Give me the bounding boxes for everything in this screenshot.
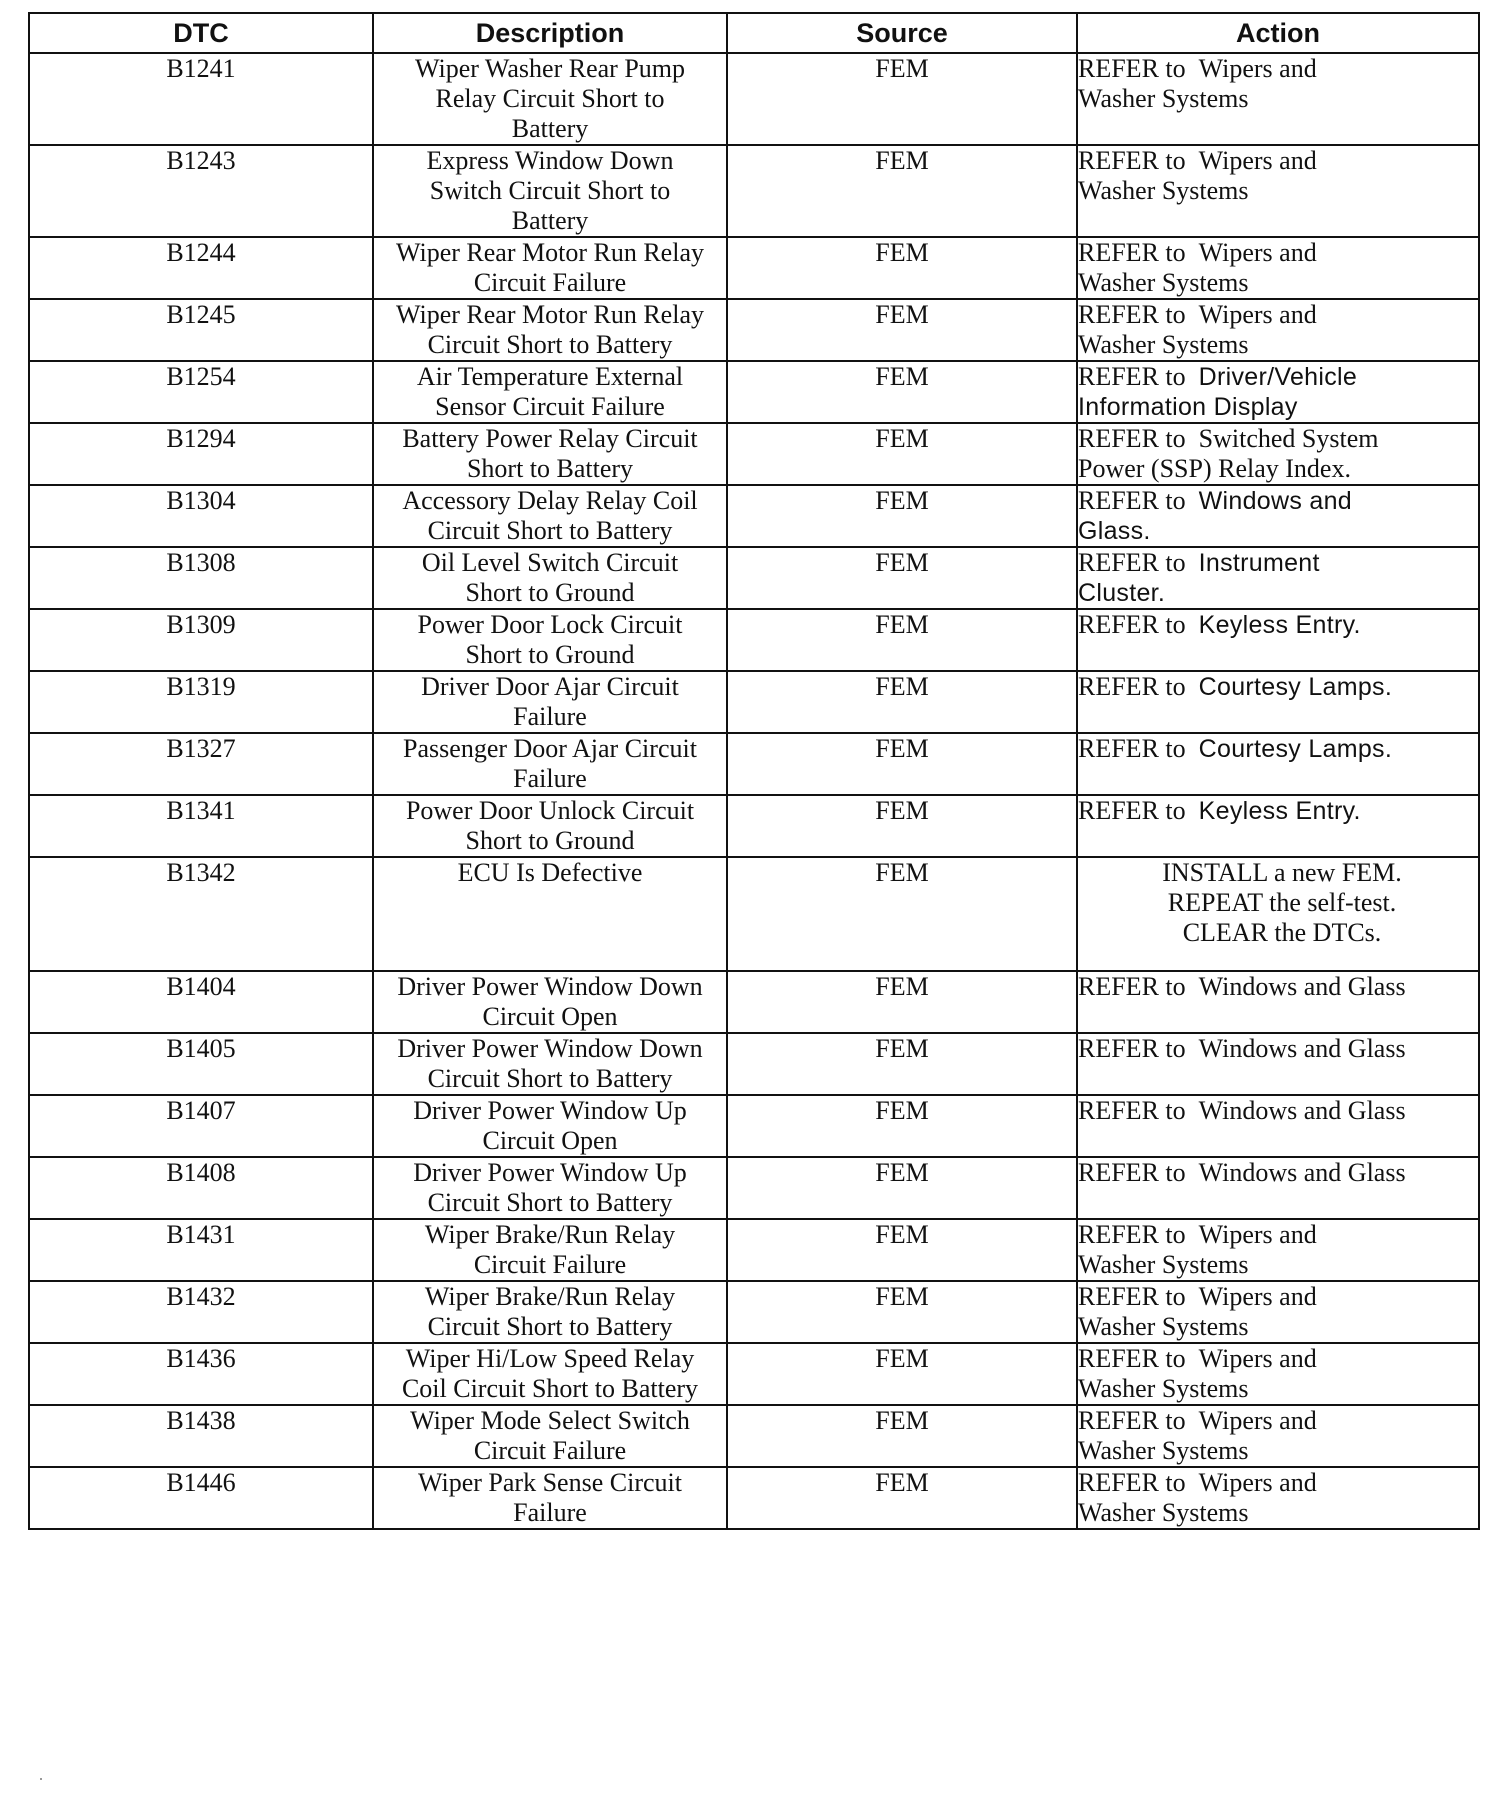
description-cell-text: Passenger Door Ajar Circuit Failure — [403, 734, 697, 793]
description-cell — [373, 145, 727, 237]
dtc-code-cell — [29, 1281, 373, 1343]
description-cell-text: Accessory Delay Relay Coil Circuit Short to Battery — [402, 486, 698, 545]
dtc-code-cell — [29, 795, 373, 857]
source-cell — [727, 609, 1077, 671]
description-cell-text: Wiper Rear Motor Run Relay Circuit Failure — [396, 238, 704, 297]
dtc-code-cell-text: B1407 — [166, 1096, 236, 1125]
description-cell — [373, 671, 727, 733]
description-cell — [373, 1343, 727, 1405]
action-cell — [1077, 1033, 1479, 1095]
description-cell — [373, 1405, 727, 1467]
dtc-code-cell — [29, 671, 373, 733]
dtc-code-cell — [29, 145, 373, 237]
action-text: Wipers and Washer Systems — [1078, 1282, 1317, 1341]
action-cell — [1077, 795, 1479, 857]
source-cell-text: FEM — [875, 1468, 929, 1497]
table-row — [29, 485, 1479, 547]
description-cell — [373, 1033, 727, 1095]
description-cell-text: Air Temperature External Sensor Circuit Failure — [416, 362, 684, 421]
dtc-code-cell-text: B1294 — [166, 424, 236, 453]
description-cell — [373, 857, 727, 971]
source-cell-text: FEM — [875, 362, 929, 391]
action-text: Windows and Glass — [1198, 972, 1406, 1001]
action-verb: REFER to — [1078, 1344, 1186, 1373]
dtc-code-cell-text: B1432 — [166, 1282, 236, 1311]
action-cell — [1077, 1467, 1479, 1529]
dtc-code-cell-text: B1436 — [166, 1344, 236, 1373]
dtc-code-cell — [29, 237, 373, 299]
description-cell — [373, 361, 727, 423]
table-row — [29, 1467, 1479, 1529]
action-cell — [1077, 1219, 1479, 1281]
dtc-code-cell — [29, 299, 373, 361]
dtc-code-cell — [29, 1219, 373, 1281]
source-cell-text: FEM — [875, 972, 929, 1001]
description-cell — [373, 1157, 727, 1219]
dtc-code-cell — [29, 423, 373, 485]
table-row — [29, 1405, 1479, 1467]
source-cell-text: FEM — [875, 300, 929, 329]
action-cell — [1077, 53, 1479, 145]
action-text: Wipers and Washer Systems — [1078, 238, 1317, 297]
table-row — [29, 795, 1479, 857]
source-cell-text: FEM — [875, 1282, 929, 1311]
description-cell — [373, 485, 727, 547]
action-text: Wipers and Washer Systems — [1078, 1406, 1317, 1465]
description-cell — [373, 1219, 727, 1281]
source-cell-text: FEM — [875, 672, 929, 701]
dtc-code-cell-text: B1438 — [166, 1406, 236, 1435]
description-cell-text: Express Window Down Switch Circuit Short to Battery — [426, 146, 674, 235]
source-cell — [727, 237, 1077, 299]
source-cell-text: FEM — [875, 858, 929, 887]
table-row — [29, 1281, 1479, 1343]
dtc-code-cell — [29, 1405, 373, 1467]
action-verb: REFER to — [1078, 972, 1186, 1001]
table-row — [29, 1157, 1479, 1219]
source-cell — [727, 485, 1077, 547]
action-text: Instrument Cluster. — [1078, 549, 1320, 607]
source-cell-text: FEM — [875, 796, 929, 825]
source-cell — [727, 1343, 1077, 1405]
description-cell — [373, 299, 727, 361]
action-verb: REFER to — [1078, 238, 1186, 267]
dtc-code-cell — [29, 609, 373, 671]
action-text: Wipers and Washer Systems — [1078, 1468, 1317, 1527]
source-cell — [727, 53, 1077, 145]
table-header-row — [29, 13, 1479, 53]
description-cell-text: Wiper Mode Select Switch Circuit Failure — [410, 1406, 690, 1465]
description-cell-text: Driver Door Ajar Circuit Failure — [421, 672, 679, 731]
action-verb: REFER to — [1078, 1158, 1186, 1187]
source-cell — [727, 733, 1077, 795]
dtc-code-cell — [29, 1343, 373, 1405]
table-row — [29, 237, 1479, 299]
source-cell — [727, 1219, 1077, 1281]
dtc-code-cell — [29, 1157, 373, 1219]
dtc-code-cell-text: B1319 — [166, 672, 236, 701]
dtc-code-cell-text: B1308 — [166, 548, 236, 577]
dtc-code-cell — [29, 1467, 373, 1529]
description-cell-text: Oil Level Switch Circuit Short to Ground — [421, 548, 679, 607]
action-cell — [1077, 1281, 1479, 1343]
description-cell — [373, 547, 727, 609]
description-cell-text: Driver Power Window Down Circuit Open — [397, 972, 703, 1031]
source-cell-text: FEM — [875, 54, 929, 83]
dtc-code-cell — [29, 733, 373, 795]
source-cell-text: FEM — [875, 1344, 929, 1373]
description-cell — [373, 1467, 727, 1529]
table-row — [29, 1343, 1479, 1405]
dtc-code-cell-text: B1327 — [166, 734, 236, 763]
description-cell — [373, 795, 727, 857]
action-text: Windows and Glass. — [1078, 487, 1353, 545]
action-cell — [1077, 971, 1479, 1033]
action-text: Wipers and Washer Systems — [1078, 54, 1317, 113]
dtc-code-cell-text: B1244 — [166, 238, 236, 267]
dtc-code-cell-text: B1404 — [166, 972, 236, 1001]
source-cell — [727, 1281, 1077, 1343]
description-cell — [373, 733, 727, 795]
action-cell — [1077, 237, 1479, 299]
description-cell-text: Battery Power Relay Circuit Short to Battery — [402, 424, 698, 483]
action-text: Windows and Glass — [1198, 1096, 1406, 1125]
description-cell-text: Wiper Washer Rear Pump Relay Circuit Short to Battery — [414, 54, 686, 143]
source-cell — [727, 145, 1077, 237]
dtc-code-cell-text: B1341 — [166, 796, 236, 825]
description-cell-text: ECU Is Defective — [457, 858, 643, 887]
source-cell-text: FEM — [875, 1158, 929, 1187]
table-row — [29, 547, 1479, 609]
action-verb: REFER to — [1078, 300, 1186, 329]
description-cell-text: Driver Power Window Up Circuit Short to Battery — [413, 1158, 687, 1217]
source-cell-text: FEM — [875, 734, 929, 763]
header-action: Action — [1077, 13, 1479, 53]
action-cell — [1077, 299, 1479, 361]
source-cell — [727, 671, 1077, 733]
table-row — [29, 733, 1479, 795]
description-cell-text: Wiper Brake/Run Relay Circuit Failure — [424, 1220, 676, 1279]
description-cell — [373, 1095, 727, 1157]
description-cell — [373, 423, 727, 485]
action-cell — [1077, 1343, 1479, 1405]
action-verb: REFER to — [1078, 672, 1186, 701]
dtc-code-cell-text: B1309 — [166, 610, 236, 639]
description-cell-text: Wiper Park Sense Circuit Failure — [418, 1468, 682, 1527]
dtc-code-cell-text: B1431 — [166, 1220, 236, 1249]
action-verb: REFER to — [1078, 610, 1186, 639]
description-cell — [373, 971, 727, 1033]
action-text: Wipers and Washer Systems — [1078, 1344, 1317, 1403]
description-cell-text: Driver Power Window Down Circuit Short to Battery — [397, 1034, 703, 1093]
action-cell — [1077, 857, 1479, 971]
action-verb: REFER to — [1078, 1282, 1186, 1311]
action-cell — [1077, 609, 1479, 671]
action-verb: REFER to — [1078, 146, 1186, 175]
action-text: Wipers and Washer Systems — [1078, 1220, 1317, 1279]
action-cell — [1077, 671, 1479, 733]
dtc-code-cell-text: B1304 — [166, 486, 236, 515]
dtc-code-cell-text: B1245 — [166, 300, 236, 329]
source-cell — [727, 1467, 1077, 1529]
dtc-code-cell — [29, 485, 373, 547]
dtc-code-cell-text: B1408 — [166, 1158, 236, 1187]
action-verb: REFER to — [1078, 1468, 1186, 1497]
dtc-table — [28, 12, 1480, 1530]
action-verb: REFER to — [1078, 1220, 1186, 1249]
source-cell — [727, 1033, 1077, 1095]
action-cell — [1077, 361, 1479, 423]
action-text: INSTALL a new FEM. REPEAT the self-test. CLEAR the DTCs. — [1162, 858, 1402, 947]
action-verb: REFER to — [1078, 486, 1186, 515]
table-row — [29, 299, 1479, 361]
action-cell — [1077, 547, 1479, 609]
dtc-code-cell-text: B1243 — [166, 146, 236, 175]
description-cell — [373, 53, 727, 145]
action-verb: REFER to — [1078, 362, 1186, 391]
dtc-code-cell — [29, 1033, 373, 1095]
source-cell-text: FEM — [875, 146, 929, 175]
source-cell — [727, 423, 1077, 485]
description-cell — [373, 609, 727, 671]
description-cell — [373, 1281, 727, 1343]
source-cell-text: FEM — [875, 238, 929, 267]
dtc-code-cell-text: B1405 — [166, 1034, 236, 1063]
action-cell — [1077, 1157, 1479, 1219]
source-cell-text: FEM — [875, 1096, 929, 1125]
table-row — [29, 145, 1479, 237]
source-cell — [727, 857, 1077, 971]
action-verb: REFER to — [1078, 424, 1186, 453]
table-row — [29, 609, 1479, 671]
header-source: Source — [727, 13, 1077, 53]
action-verb: REFER to — [1078, 796, 1186, 825]
source-cell — [727, 1405, 1077, 1467]
action-text: Wipers and Washer Systems — [1078, 300, 1317, 359]
table-row — [29, 361, 1479, 423]
table-row — [29, 671, 1479, 733]
description-cell-text: Wiper Rear Motor Run Relay Circuit Short to Battery — [396, 300, 704, 359]
action-cell — [1077, 1405, 1479, 1467]
action-cell — [1077, 145, 1479, 237]
header-description: Description — [373, 13, 727, 53]
description-cell-text: Driver Power Window Up Circuit Open — [413, 1096, 687, 1155]
action-text: Keyless Entry. — [1198, 611, 1361, 639]
action-text: Courtesy Lamps. — [1198, 673, 1393, 701]
action-cell — [1077, 1095, 1479, 1157]
dtc-code-cell — [29, 361, 373, 423]
description-cell-text: Wiper Hi/Low Speed Relay Coil Circuit Short to Battery — [401, 1344, 699, 1403]
dtc-code-cell — [29, 1095, 373, 1157]
table-row — [29, 971, 1479, 1033]
source-cell — [727, 971, 1077, 1033]
action-text: Switched System Power (SSP) Relay Index. — [1078, 424, 1379, 483]
action-cell — [1077, 733, 1479, 795]
scan-speck — [40, 1778, 42, 1780]
action-verb: REFER to — [1078, 1034, 1186, 1063]
action-text: Wipers and Washer Systems — [1078, 146, 1317, 205]
dtc-code-cell-text: B1446 — [166, 1468, 236, 1497]
action-verb: REFER to — [1078, 1406, 1186, 1435]
action-text: Windows and Glass — [1198, 1034, 1406, 1063]
action-verb: REFER to — [1078, 548, 1186, 577]
action-cell — [1077, 423, 1479, 485]
action-verb: REFER to — [1078, 1096, 1186, 1125]
source-cell — [727, 547, 1077, 609]
action-text: Windows and Glass — [1198, 1158, 1406, 1187]
source-cell-text: FEM — [875, 548, 929, 577]
dtc-code-cell — [29, 971, 373, 1033]
action-text: Courtesy Lamps. — [1198, 735, 1393, 763]
action-text: Keyless Entry. — [1198, 797, 1361, 825]
action-text: Driver/Vehicle Information Display — [1078, 363, 1358, 421]
source-cell-text: FEM — [875, 1034, 929, 1063]
table-row — [29, 857, 1479, 971]
dtc-code-cell — [29, 857, 373, 971]
dtc-code-cell-text: B1254 — [166, 362, 236, 391]
table-row — [29, 1033, 1479, 1095]
dtc-code-cell-text: B1342 — [166, 858, 236, 887]
source-cell-text: FEM — [875, 1220, 929, 1249]
source-cell — [727, 1157, 1077, 1219]
source-cell-text: FEM — [875, 486, 929, 515]
header-dtc: DTC — [29, 13, 373, 53]
dtc-code-cell-text: B1241 — [166, 54, 236, 83]
action-verb: REFER to — [1078, 54, 1186, 83]
source-cell — [727, 361, 1077, 423]
table-row — [29, 1219, 1479, 1281]
source-cell-text: FEM — [875, 424, 929, 453]
table-row — [29, 1095, 1479, 1157]
table-row — [29, 53, 1479, 145]
source-cell — [727, 1095, 1077, 1157]
action-verb: REFER to — [1078, 734, 1186, 763]
description-cell-text: Power Door Lock Circuit Short to Ground — [417, 610, 683, 669]
dtc-code-cell — [29, 547, 373, 609]
table-row — [29, 423, 1479, 485]
source-cell-text: FEM — [875, 610, 929, 639]
source-cell — [727, 299, 1077, 361]
source-cell — [727, 795, 1077, 857]
dtc-code-cell — [29, 53, 373, 145]
description-cell-text: Power Door Unlock Circuit Short to Ground — [405, 796, 695, 855]
source-cell-text: FEM — [875, 1406, 929, 1435]
description-cell — [373, 237, 727, 299]
action-cell — [1077, 485, 1479, 547]
description-cell-text: Wiper Brake/Run Relay Circuit Short to Battery — [424, 1282, 676, 1341]
